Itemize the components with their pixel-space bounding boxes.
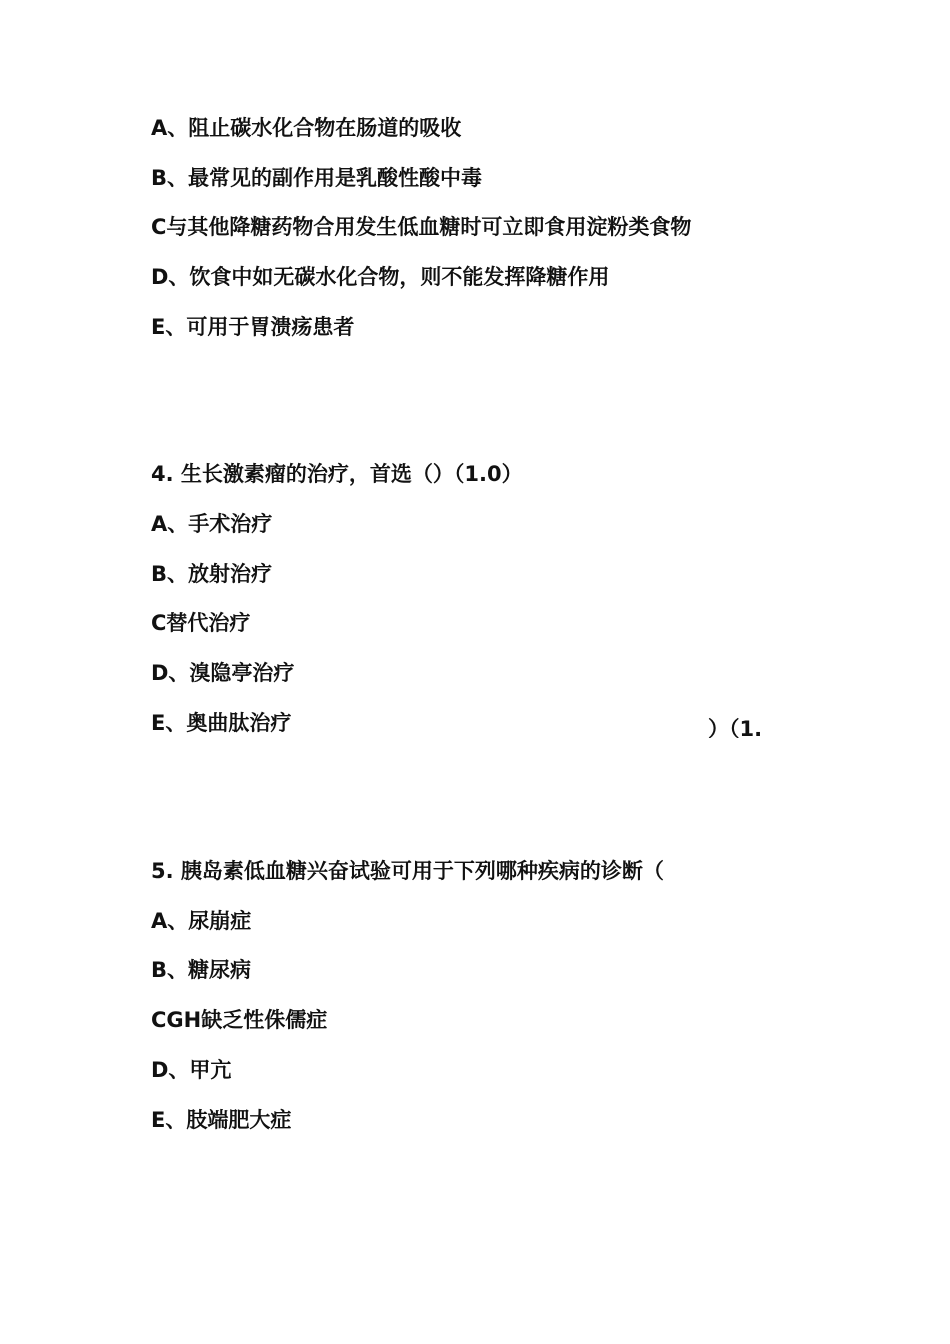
q5-stem: 5. 胰岛素低血糖兴奋试验可用于下列哪种疾病的诊断（	[151, 859, 664, 883]
q5-option-d: D、甲亢	[151, 1058, 232, 1082]
q5-option-a: A、尿崩症	[151, 909, 252, 933]
q4-option-e: E、奥曲肽治疗	[151, 711, 292, 735]
q5-option-c: CGH缺乏性侏儒症	[151, 1008, 328, 1032]
q5-option-b: B、糖尿病	[151, 958, 252, 982]
q3-option-a: A、阻止碳水化合物在肠道的吸收	[151, 116, 462, 140]
q4-option-a: A、手术治疗	[151, 512, 273, 536]
q3-option-d: D、饮食中如无碳水化合物，则不能发挥降糖作用	[151, 265, 610, 289]
q4-option-d: D、溴隐亭治疗	[151, 661, 295, 685]
q4-option-b: B、放射治疗	[151, 562, 273, 586]
q3-option-b: B、最常见的副作用是乳酸性酸中毒	[151, 166, 483, 190]
stray-text-fragment: ）（1.	[708, 717, 763, 738]
q4-stem: 4. 生长激素瘤的治疗，首选（）（1.0）	[151, 462, 523, 486]
q5-option-e: E、肢端肥大症	[151, 1108, 292, 1132]
q3-option-c: C与其他降糖药物合用发生低血糖时可立即食用淀粉类食物	[151, 215, 692, 239]
q4-option-c: C替代治疗	[151, 611, 251, 635]
q3-option-e: E、可用于胃溃疡患者	[151, 315, 355, 339]
